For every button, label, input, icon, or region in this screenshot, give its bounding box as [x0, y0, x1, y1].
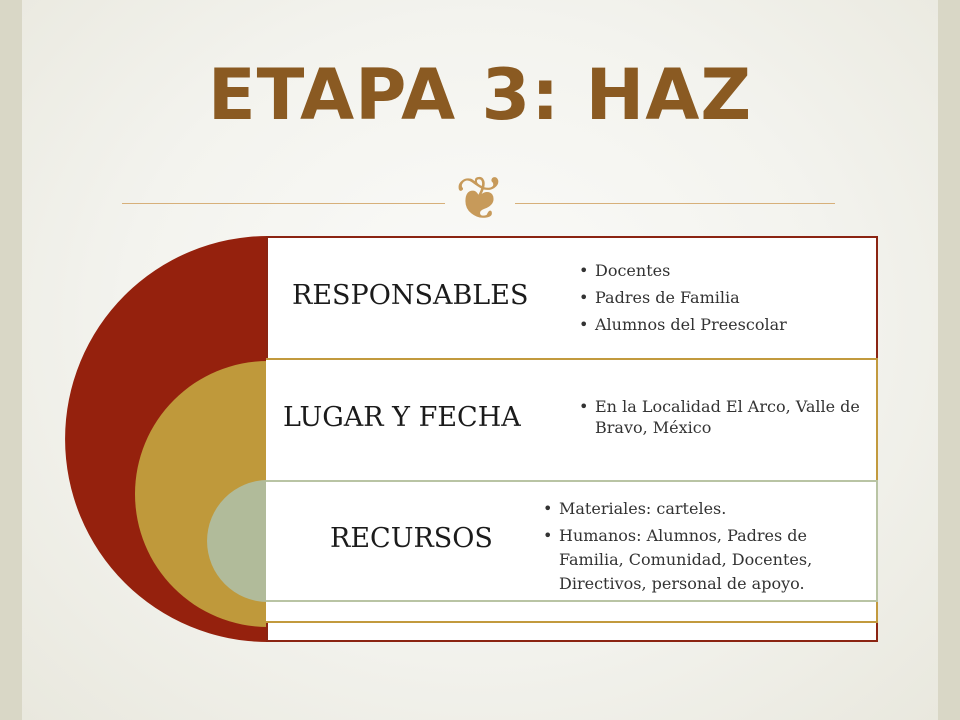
section-label-responsables: RESPONSABLES: [292, 280, 529, 311]
section-label-recursos: RECURSOS: [330, 523, 493, 554]
list-item: • Docentes: [579, 257, 869, 284]
section-label-lugar-y-fecha: LUGAR Y FECHA: [283, 402, 521, 433]
recursos-list: [543, 497, 873, 596]
list-item: • Humanos: Alumnos, Padres de Familia, Comunidad, Docentes, Directivos, personal de apoyo.: [543, 524, 873, 596]
slide-title: ETAPA 3: HAZ: [207, 54, 753, 136]
list-item: • En la Localidad El Arco, Valle de Bravo, México: [579, 396, 869, 438]
list-item: • Padres de Familia: [579, 284, 869, 311]
list-item: • Materiales: carteles.: [543, 497, 873, 521]
responsables-list: [579, 257, 869, 338]
list-item: • Alumnos del Preescolar: [579, 311, 869, 338]
scroll-ornament-icon: ❦: [454, 164, 506, 234]
lugar-y-fecha-list: [579, 396, 869, 438]
